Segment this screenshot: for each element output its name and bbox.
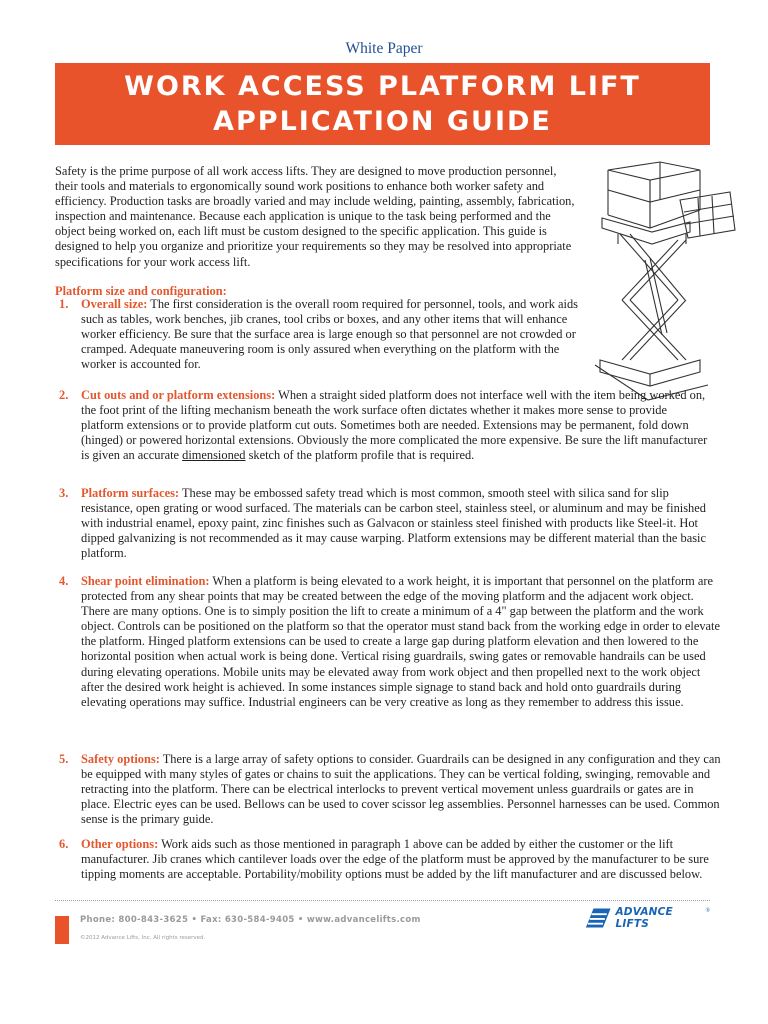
list-item-number: 2. (59, 388, 69, 402)
title-line-1: WORK ACCESS PLATFORM LIFT (124, 71, 641, 102)
list-item-title: Safety options: (81, 752, 160, 766)
advance-lifts-logo (584, 906, 710, 930)
list-item-number: 4. (59, 574, 69, 588)
logo-trademark: ® (705, 908, 710, 914)
logo-wordmark: ADVANCE LIFTS (615, 906, 673, 930)
list-item-title: Other options: (81, 837, 159, 851)
list-item-number: 3. (59, 486, 69, 500)
list-item-number: 6. (59, 837, 69, 851)
footer-divider (55, 900, 710, 901)
list-item-text: When a straight sided platform does not interface well with the item being worked on, the foot print of the lifting mechanism beneath the work surface often dictates whether it makes more sense to provide platform extensions or to provide platform cut outs. Sometimes both are needed. Extensions may be permanent, fold down (hinged) or powered horizontal extensions. Obviously the more complicated the more expensive. Be sure the lift manufacturer is given an accurate (81, 388, 708, 463)
underlined-word: dimensioned (182, 448, 246, 463)
footer-copyright: ©2012 Advance Lifts, Inc. All rights reserved. (80, 935, 206, 941)
title-line-2: APPLICATION GUIDE (213, 106, 552, 137)
list-item-text-end: sketch of the platform profile that is required. (245, 448, 475, 463)
footer-contact: Phone: 800-843-3625 • Fax: 630-584-9405 • www.advancelifts.com (80, 915, 421, 925)
list-item-text: There is a large array of safety options to consider. Guardrails can be designed in any configuration and they can be equipped with many styles of gates or chains to suit the applications. They can be vertical folding, swinging, removable and retracting into the platform. There can be electrical interlocks to prevent vertical movement unless guardrails or gates are in place. Electric eyes can be used. Bellows can be used to cover scissor leg assemblies. Personnel harnesses can be used. Common sense is the primary guide. (81, 752, 721, 827)
list-item-title: Overall size: (81, 297, 148, 311)
intro-paragraph: Safety is the prime purpose of all work access lifts. They are designed to move production personnel, their tools and materials to ergonomically sound work positions to enhance both worker safety and efficiency. Production tasks are broadly varied and may include welding, painting, assembly, fabrication, inspection and maintenance. Because each application is unique to the task being performed and the object being worked on, each lift must be custom designed to the specific application. This guide is designed to help you organize and prioritize your requirements so they may be resolved into appropriate specifications for your work access lift. (55, 164, 575, 269)
title-banner (55, 63, 710, 145)
list-item-text: When a platform is being elevated to a work height, it is important that personnel on the platform are protected from any shear points that may be created between the edge of the moving platform and the adjacent work object. There are many options. One is to simply position the lift to create a minimum of a 4" gap between the platform and the work object. Controls can be positioned on the platform so that the operator must stand back from the working edge in order to elevate the platform. Hinged platform extensions can be used to create a large gap during platform elevation and then lowered to the horizontal position when actual work is being done. Vertical rising guardrails, swing gates or removable handrails can be used during elevating operations. Mobile units may be elevated away from work object and then propelled next to the work object after the desired work height is achieved. In some instances simple signage to stand back and hold onto guardrails during elevating operations may suffice. Industrial engineers can be very creative as long as they remember to address this issue. (81, 574, 720, 709)
list-item-other-options (59, 837, 721, 882)
list-item-cut-outs (59, 388, 711, 463)
list-item-title: Shear point elimination: (81, 574, 210, 588)
list-item-title: Cut outs and or platform extensions: (81, 388, 276, 402)
list-item-safety-options (59, 752, 721, 827)
list-item-number: 5. (59, 752, 69, 766)
scissor-lift-illustration (590, 160, 740, 408)
list-item-text: Work aids such as those mentioned in paragraph 1 above can be added by either the customer or the lift manufacturer. Jib cranes which cantilever loads over the edge of the platform must be approved by the manufacturer to be sure tipping moments are acceptable. Portability/mobility options must be added by the lift manufacturer and are discussed below. (81, 837, 709, 882)
list-item-overall-size (59, 297, 581, 372)
advance-lifts-logo-icon (584, 906, 612, 930)
list-item-title: Platform surfaces: (81, 486, 180, 500)
list-item-text: These may be embossed safety tread which is most common, smooth steel with silica sand for slip resistance, open grating or wood surfaced. The materials can be carbon steel, stainless steel, or aluminum and may be finished with industrial enamel, epoxy paint, zinc finishes such as Galvacon or stainless steel finished with products like Steel-it. Hot dipped galvanizing is not recommended as it may cause warping. Platform extensions may be different material than the basic platform. (81, 486, 706, 561)
section-heading: Platform size and configuration: (55, 284, 227, 298)
list-item-number: 1. (59, 297, 69, 311)
document-type-label: White Paper (345, 40, 423, 57)
list-item-shear-point (59, 574, 721, 710)
footer-accent-bar (55, 916, 69, 944)
list-item-platform-surfaces (59, 486, 721, 561)
list-item-text: The first consideration is the overall room required for personnel, tools, and work aids such as tables, work benches, jib cranes, tool cribs or boxes, and any other items that will enhance worker efficiency. Be sure that the surface area is large enough so that personnel are not crowded or cramped. Adequate maneuvering room is only assured when everything on the platform with the worker is accounted for. (81, 297, 578, 372)
